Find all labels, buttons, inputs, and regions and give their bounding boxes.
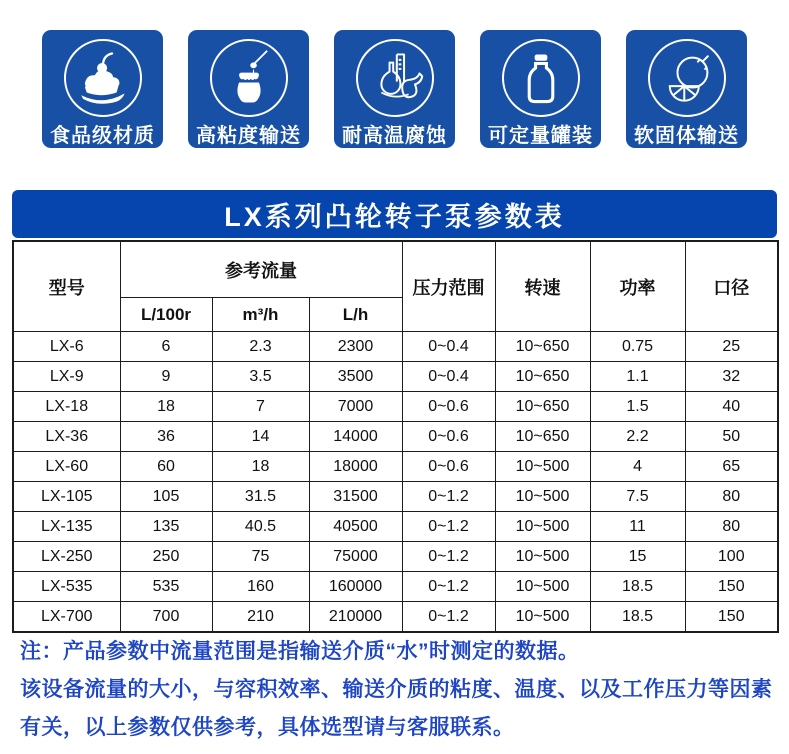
cell: 0~1.2 xyxy=(402,512,495,542)
honey-jar-icon xyxy=(220,49,278,107)
cell: 1.1 xyxy=(590,362,685,392)
cell: 31500 xyxy=(309,482,402,512)
col-header-l-per-h: L/h xyxy=(309,298,402,332)
cell-model: LX-135 xyxy=(13,512,120,542)
col-header-model: 型号 xyxy=(13,241,120,332)
col-header-flow-group: 参考流量 xyxy=(120,241,402,298)
badge-label: 高粘度输送 xyxy=(196,125,301,147)
page-title: LX系列凸轮转子泵参数表 xyxy=(224,201,565,232)
cell: 3500 xyxy=(309,362,402,392)
cell: 0~0.6 xyxy=(402,392,495,422)
flasks-icon xyxy=(366,49,424,107)
cell: 10~500 xyxy=(495,482,590,512)
cell: 0~1.2 xyxy=(402,482,495,512)
cell: 50 xyxy=(685,422,778,452)
cell: 80 xyxy=(685,482,778,512)
cell: 10~500 xyxy=(495,602,590,633)
badge-icon-ring xyxy=(648,39,726,117)
cell-model: LX-36 xyxy=(13,422,120,452)
cell: 150 xyxy=(685,602,778,633)
table-row xyxy=(13,512,778,542)
cell: 11 xyxy=(590,512,685,542)
cell: 0~0.6 xyxy=(402,422,495,452)
cell: 18.5 xyxy=(590,572,685,602)
cell-model: LX-700 xyxy=(13,602,120,633)
badge-label: 食品级材质 xyxy=(50,125,155,147)
badge-label: 耐高温腐蚀 xyxy=(342,125,447,147)
col-header-l-per-100r: L/100r xyxy=(120,298,212,332)
cell: 2300 xyxy=(309,332,402,362)
cell-model: LX-105 xyxy=(13,482,120,512)
cell: 4 xyxy=(590,452,685,482)
cell: 100 xyxy=(685,542,778,572)
cell: 40 xyxy=(685,392,778,422)
cell: 10~650 xyxy=(495,422,590,452)
cell: 2.2 xyxy=(590,422,685,452)
col-header-speed: 转速 xyxy=(495,241,590,332)
cell: 10~650 xyxy=(495,362,590,392)
badge-icon-ring xyxy=(356,39,434,117)
cell: 7.5 xyxy=(590,482,685,512)
cell: 105 xyxy=(120,482,212,512)
cell: 7 xyxy=(212,392,309,422)
table-row xyxy=(13,452,778,482)
cell: 10~650 xyxy=(495,392,590,422)
cell: 75000 xyxy=(309,542,402,572)
cell: 1.5 xyxy=(590,392,685,422)
footnote xyxy=(20,633,778,747)
lemon-icon xyxy=(658,49,716,107)
cell: 40500 xyxy=(309,512,402,542)
table-row xyxy=(13,332,778,362)
cell: 10~650 xyxy=(495,332,590,362)
cell: 0.75 xyxy=(590,332,685,362)
cell: 535 xyxy=(120,572,212,602)
cell: 80 xyxy=(685,512,778,542)
header-row-main xyxy=(13,241,778,298)
cell: 6 xyxy=(120,332,212,362)
cell: 0~1.2 xyxy=(402,602,495,633)
cell-model: LX-60 xyxy=(13,452,120,482)
cell: 135 xyxy=(120,512,212,542)
cell: 3.5 xyxy=(212,362,309,392)
cell: 10~500 xyxy=(495,512,590,542)
cell: 18 xyxy=(212,452,309,482)
table-row xyxy=(13,572,778,602)
cell: 36 xyxy=(120,422,212,452)
badge-high-viscosity xyxy=(188,30,309,148)
footnote-line-2: 该设备流量的大小，与容积效率、输送介质的粘度、温度、以及工作压力等因素有关，以上参数仅供参考，具体选型请与客服联系。 xyxy=(20,678,773,739)
feature-badges-row xyxy=(42,30,747,148)
table-row xyxy=(13,362,778,392)
badge-icon-ring xyxy=(502,39,580,117)
badge-icon-ring xyxy=(210,39,288,117)
cell: 0~0.6 xyxy=(402,452,495,482)
table-row xyxy=(13,422,778,452)
table-row xyxy=(13,392,778,422)
table-title-bar xyxy=(12,190,777,238)
cell: 160 xyxy=(212,572,309,602)
cell: 10~500 xyxy=(495,542,590,572)
cell: 14 xyxy=(212,422,309,452)
badge-heat-corrosion xyxy=(334,30,455,148)
cell: 0~1.2 xyxy=(402,572,495,602)
col-header-power: 功率 xyxy=(590,241,685,332)
cell: 150 xyxy=(685,572,778,602)
col-header-diameter: 口径 xyxy=(685,241,778,332)
cell: 9 xyxy=(120,362,212,392)
cell: 25 xyxy=(685,332,778,362)
cell: 250 xyxy=(120,542,212,572)
cell: 18.5 xyxy=(590,602,685,633)
cell: 700 xyxy=(120,602,212,633)
cell: 31.5 xyxy=(212,482,309,512)
table-row xyxy=(13,602,778,633)
cell: 15 xyxy=(590,542,685,572)
cell: 14000 xyxy=(309,422,402,452)
bottle-icon xyxy=(512,49,570,107)
cell-model: LX-18 xyxy=(13,392,120,422)
cake-icon xyxy=(74,49,132,107)
cell: 10~500 xyxy=(495,572,590,602)
footnote-line-1: 注：产品参数中流量范围是指输送介质“水”时测定的数据。 xyxy=(20,640,580,663)
cell: 0~0.4 xyxy=(402,362,495,392)
cell: 40.5 xyxy=(212,512,309,542)
pump-spec-table xyxy=(12,240,779,633)
table-row xyxy=(13,482,778,512)
cell: 0~1.2 xyxy=(402,542,495,572)
table-row xyxy=(13,542,778,572)
cell: 75 xyxy=(212,542,309,572)
badge-icon-ring xyxy=(64,39,142,117)
col-header-m3-per-h: m³/h xyxy=(212,298,309,332)
cell: 210 xyxy=(212,602,309,633)
cell: 18000 xyxy=(309,452,402,482)
cell-model: LX-6 xyxy=(13,332,120,362)
cell: 160000 xyxy=(309,572,402,602)
badge-food-grade xyxy=(42,30,163,148)
cell: 7000 xyxy=(309,392,402,422)
cell-model: LX-250 xyxy=(13,542,120,572)
cell: 65 xyxy=(685,452,778,482)
cell: 18 xyxy=(120,392,212,422)
col-header-pressure: 压力范围 xyxy=(402,241,495,332)
cell-model: LX-9 xyxy=(13,362,120,392)
cell: 2.3 xyxy=(212,332,309,362)
badge-quantitative-filling xyxy=(480,30,601,148)
badge-soft-solid xyxy=(626,30,747,148)
cell: 0~0.4 xyxy=(402,332,495,362)
cell-model: LX-535 xyxy=(13,572,120,602)
cell: 210000 xyxy=(309,602,402,633)
badge-label: 可定量罐装 xyxy=(488,125,593,147)
badge-label: 软固体输送 xyxy=(634,125,739,147)
cell: 10~500 xyxy=(495,452,590,482)
cell: 60 xyxy=(120,452,212,482)
cell: 32 xyxy=(685,362,778,392)
